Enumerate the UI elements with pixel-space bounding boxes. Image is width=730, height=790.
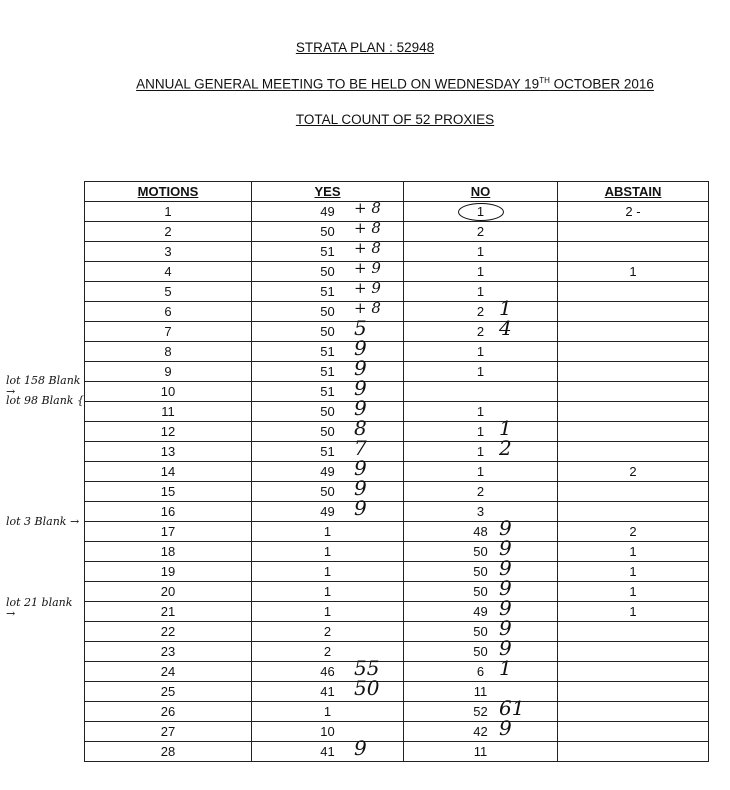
proxy-tally-table bbox=[84, 181, 709, 762]
abstain-count-value: 1 bbox=[629, 544, 637, 559]
abstain-count bbox=[558, 522, 709, 542]
no-count bbox=[404, 462, 558, 482]
table-row bbox=[85, 502, 709, 522]
motion-number bbox=[85, 362, 252, 382]
table-row bbox=[85, 482, 709, 502]
no-count-value: 2 bbox=[476, 484, 485, 499]
table-body bbox=[85, 199, 709, 762]
abstain-count bbox=[558, 362, 709, 382]
handwritten-no-note: 9 bbox=[499, 716, 512, 740]
table-row bbox=[85, 302, 709, 322]
table-row bbox=[85, 362, 709, 382]
handwritten-no-note: 9 bbox=[499, 576, 512, 600]
column-header-motions: MOTIONS bbox=[85, 182, 252, 202]
table-row bbox=[85, 582, 709, 602]
abstain-count bbox=[558, 682, 709, 702]
yes-count-value: 1 bbox=[323, 524, 332, 539]
no-count bbox=[404, 402, 558, 422]
motion-number-value: 10 bbox=[160, 384, 176, 399]
motion-number-value: 2 bbox=[164, 224, 172, 239]
yes-count bbox=[252, 299, 404, 322]
no-count bbox=[404, 382, 558, 402]
motion-number bbox=[85, 522, 252, 542]
abstain-count bbox=[558, 222, 709, 242]
no-count bbox=[404, 656, 558, 682]
no-count-value: 52 bbox=[473, 704, 488, 719]
motion-number bbox=[85, 502, 252, 522]
motion-number bbox=[85, 562, 252, 582]
handwritten-yes-note: 8 bbox=[354, 416, 367, 440]
handwritten-yes-note: 9 bbox=[354, 336, 367, 360]
column-header-no: NO bbox=[404, 182, 558, 202]
no-count bbox=[404, 242, 558, 262]
no-count bbox=[404, 282, 558, 302]
abstain-count-value: 1 bbox=[629, 584, 637, 599]
handwritten-no-note: 1 bbox=[499, 296, 512, 320]
abstain-count bbox=[558, 242, 709, 262]
abstain-count bbox=[558, 302, 709, 322]
table-row bbox=[85, 442, 709, 462]
handwritten-no-note: 9 bbox=[499, 536, 512, 560]
abstain-count bbox=[558, 322, 709, 342]
motion-number bbox=[85, 742, 252, 762]
meeting-title-post: OCTOBER 2016 bbox=[549, 76, 654, 92]
proxy-count-title: TOTAL COUNT OF 52 PROXIES bbox=[295, 112, 495, 127]
motion-number bbox=[85, 422, 252, 442]
motion-number bbox=[85, 682, 252, 702]
no-count bbox=[404, 696, 558, 722]
yes-count-value: 51 bbox=[320, 384, 335, 399]
handwritten-yes-note: 9 bbox=[354, 736, 367, 760]
no-count bbox=[404, 262, 558, 282]
abstain-count-value: 2 - bbox=[625, 204, 641, 219]
motion-number bbox=[85, 462, 252, 482]
yes-count-value: 1 bbox=[323, 704, 332, 719]
yes-count-value: 50 bbox=[320, 484, 335, 499]
column-header-yes: YES bbox=[252, 182, 404, 202]
handwritten-yes-note: 9 bbox=[354, 356, 367, 380]
strata-plan-title: STRATA PLAN : 52948 bbox=[295, 40, 435, 55]
yes-count-value: 51 bbox=[320, 444, 335, 459]
handwritten-no-note: 61 bbox=[499, 696, 525, 720]
yes-count-value: 41 bbox=[320, 744, 335, 759]
abstain-count bbox=[558, 702, 709, 722]
yes-count-value: 51 bbox=[320, 284, 335, 299]
handwritten-yes-note: 9 bbox=[354, 496, 367, 520]
motion-number-value: 7 bbox=[164, 324, 172, 339]
motion-number bbox=[85, 282, 252, 302]
handwritten-margin-note: lot 3 Blank → bbox=[6, 515, 80, 529]
yes-count bbox=[252, 676, 404, 702]
abstain-count bbox=[558, 442, 709, 462]
yes-count bbox=[252, 642, 404, 662]
abstain-count-value: 1 bbox=[629, 604, 637, 619]
handwritten-yes-note: 9 bbox=[354, 456, 367, 480]
no-count bbox=[404, 636, 558, 662]
motion-number-value: 5 bbox=[164, 284, 172, 299]
yes-count bbox=[252, 456, 404, 482]
motion-number bbox=[85, 262, 252, 282]
yes-count bbox=[252, 522, 404, 542]
no-count-value: 50 bbox=[473, 564, 488, 579]
yes-count-value: 46 bbox=[320, 664, 335, 679]
no-count bbox=[404, 536, 558, 562]
yes-count bbox=[252, 622, 404, 642]
table-row bbox=[85, 562, 709, 582]
abstain-count-value: 2 bbox=[629, 464, 637, 479]
handwritten-margin-note: lot 98 Blank { bbox=[6, 394, 84, 407]
abstain-count bbox=[558, 542, 709, 562]
no-count-value: 1 bbox=[476, 464, 485, 479]
motion-number-value: 19 bbox=[160, 564, 176, 579]
no-count-value: 1 bbox=[476, 344, 485, 359]
handwritten-yes-note: 55 bbox=[354, 656, 380, 680]
abstain-count bbox=[558, 562, 709, 582]
handwritten-yes-note: + 8 bbox=[354, 299, 381, 317]
motion-number bbox=[85, 342, 252, 362]
table-row bbox=[85, 262, 709, 282]
abstain-count bbox=[558, 422, 709, 442]
motion-number bbox=[85, 382, 252, 402]
motion-number-value: 11 bbox=[161, 404, 175, 419]
no-count bbox=[404, 742, 558, 762]
abstain-count bbox=[558, 462, 709, 482]
motion-number-value: 20 bbox=[160, 584, 176, 599]
table-row bbox=[85, 742, 709, 762]
motion-number-value: 14 bbox=[160, 464, 176, 479]
meeting-title-pre: ANNUAL GENERAL MEETING TO BE HELD ON WEDNESDAY 19 bbox=[136, 76, 540, 92]
no-count-value: 1 bbox=[476, 404, 485, 419]
yes-count bbox=[252, 722, 404, 742]
motion-number-value: 8 bbox=[164, 344, 172, 359]
motion-number-value: 21 bbox=[160, 604, 176, 619]
no-count-value: 1 bbox=[476, 364, 485, 379]
yes-count-value: 50 bbox=[320, 424, 335, 439]
abstain-count bbox=[558, 402, 709, 422]
no-count-value: 11 bbox=[473, 744, 488, 759]
meeting-title-sup: TH bbox=[539, 76, 550, 85]
handwritten-yes-note: + 8 bbox=[354, 239, 381, 257]
yes-count bbox=[252, 656, 404, 682]
abstain-count bbox=[558, 742, 709, 762]
table-row bbox=[85, 242, 709, 262]
yes-count bbox=[252, 436, 404, 462]
no-count bbox=[404, 316, 558, 342]
table-header-row bbox=[85, 182, 709, 202]
yes-count-value: 1 bbox=[323, 544, 332, 559]
yes-count-value: 2 bbox=[323, 624, 332, 639]
handwritten-margin-note: lot 158 Blank → bbox=[6, 373, 81, 398]
no-count bbox=[404, 596, 558, 622]
handwritten-yes-note: + 9 bbox=[354, 259, 381, 277]
motion-number-value: 13 bbox=[160, 444, 176, 459]
handwritten-margin-note: lot 21 blank → bbox=[6, 596, 73, 620]
no-count bbox=[404, 222, 558, 242]
yes-count bbox=[252, 316, 404, 342]
yes-count bbox=[252, 602, 404, 622]
no-count-value: 1 bbox=[476, 284, 485, 299]
abstain-count-value: 1 bbox=[629, 564, 637, 579]
abstain-count bbox=[558, 722, 709, 742]
no-count bbox=[404, 202, 558, 222]
table-row bbox=[85, 422, 709, 442]
handwritten-no-note: 9 bbox=[499, 616, 512, 640]
motion-number-value: 1 bbox=[164, 204, 172, 219]
motion-number-value: 28 bbox=[160, 744, 176, 759]
handwritten-no-note: 1 bbox=[499, 416, 512, 440]
yes-count-value: 51 bbox=[320, 244, 335, 259]
handwritten-yes-note: 5 bbox=[354, 316, 367, 340]
no-count bbox=[404, 436, 558, 462]
motion-number-value: 17 bbox=[160, 524, 176, 539]
abstain-count-value: 1 bbox=[629, 264, 637, 279]
motion-number-value: 6 bbox=[164, 304, 172, 319]
no-count-value: 1 bbox=[476, 264, 485, 279]
handwritten-yes-note: 9 bbox=[354, 476, 367, 500]
no-count-value: 11 bbox=[473, 684, 488, 699]
table-row bbox=[85, 682, 709, 702]
no-count bbox=[404, 516, 558, 542]
yes-count-value: 1 bbox=[323, 604, 332, 619]
hand-drawn-circle-mark bbox=[458, 203, 504, 221]
handwritten-no-note: 9 bbox=[499, 636, 512, 660]
motion-number bbox=[85, 202, 252, 222]
no-count bbox=[404, 416, 558, 442]
motion-number bbox=[85, 402, 252, 422]
motion-number-value: 27 bbox=[160, 724, 176, 739]
yes-count bbox=[252, 736, 404, 762]
meeting-title bbox=[30, 76, 730, 92]
motion-number bbox=[85, 662, 252, 682]
motion-number bbox=[85, 582, 252, 602]
no-count-value: 48 bbox=[473, 524, 488, 539]
table-row bbox=[85, 662, 709, 682]
abstain-count bbox=[558, 202, 709, 222]
handwritten-yes-note: + 8 bbox=[354, 219, 381, 237]
no-count bbox=[404, 556, 558, 582]
handwritten-no-note: 9 bbox=[499, 596, 512, 620]
yes-count bbox=[252, 396, 404, 422]
handwritten-yes-note: 7 bbox=[354, 436, 367, 460]
abstain-count bbox=[558, 502, 709, 522]
yes-count-value: 2 bbox=[323, 644, 332, 659]
handwritten-no-note: 1 bbox=[499, 656, 512, 680]
no-count-value: 2 bbox=[476, 224, 485, 239]
handwritten-yes-note: 9 bbox=[354, 396, 367, 420]
motion-number bbox=[85, 242, 252, 262]
table-row bbox=[85, 402, 709, 422]
no-count-value: 1 bbox=[476, 244, 485, 259]
no-count bbox=[404, 576, 558, 602]
motion-number bbox=[85, 302, 252, 322]
motion-number-value: 3 bbox=[164, 244, 172, 259]
motion-number-value: 4 bbox=[164, 264, 172, 279]
handwritten-yes-note: + 8 bbox=[354, 199, 381, 217]
no-count-value: 3 bbox=[476, 504, 485, 519]
motion-number bbox=[85, 442, 252, 462]
yes-count-value: 1 bbox=[323, 584, 332, 599]
handwritten-yes-note: 50 bbox=[354, 676, 380, 700]
handwritten-yes-note: 9 bbox=[354, 376, 367, 400]
motion-number-value: 9 bbox=[164, 364, 172, 379]
yes-count-value: 51 bbox=[320, 364, 335, 379]
yes-count-value: 51 bbox=[320, 344, 335, 359]
yes-count bbox=[252, 582, 404, 602]
motion-number bbox=[85, 482, 252, 502]
no-count bbox=[404, 682, 558, 702]
abstain-count bbox=[558, 582, 709, 602]
table-row bbox=[85, 522, 709, 542]
no-count-value: 42 bbox=[473, 724, 488, 739]
motion-number-value: 22 bbox=[160, 624, 176, 639]
yes-count-value: 1 bbox=[323, 564, 332, 579]
yes-count bbox=[252, 376, 404, 402]
motion-number bbox=[85, 702, 252, 722]
table-row bbox=[85, 602, 709, 622]
abstain-count bbox=[558, 262, 709, 282]
yes-count-value: 49 bbox=[320, 504, 335, 519]
motion-number bbox=[85, 322, 252, 342]
yes-count-value: 41 bbox=[320, 684, 335, 699]
abstain-count bbox=[558, 482, 709, 502]
abstain-count bbox=[558, 642, 709, 662]
motion-number-value: 24 bbox=[160, 664, 176, 679]
motion-number bbox=[85, 222, 252, 242]
table-row bbox=[85, 722, 709, 742]
yes-count bbox=[252, 336, 404, 362]
no-count-value: 1 bbox=[476, 444, 485, 459]
no-count-value: 49 bbox=[473, 604, 488, 619]
table-row bbox=[85, 462, 709, 482]
no-count-value: 1 bbox=[476, 204, 485, 219]
table-row bbox=[85, 382, 709, 402]
table-row bbox=[85, 222, 709, 242]
handwritten-no-note: 9 bbox=[499, 556, 512, 580]
motion-number bbox=[85, 622, 252, 642]
yes-count bbox=[252, 416, 404, 442]
yes-count-value: 50 bbox=[320, 404, 335, 419]
no-count-value: 50 bbox=[473, 644, 488, 659]
handwritten-no-note: 4 bbox=[499, 316, 512, 340]
no-count-value: 50 bbox=[473, 624, 488, 639]
column-header-abstain: ABSTAIN bbox=[558, 182, 709, 202]
table-row bbox=[85, 542, 709, 562]
yes-count-value: 50 bbox=[320, 224, 335, 239]
table-row bbox=[85, 622, 709, 642]
table-row bbox=[85, 642, 709, 662]
yes-count bbox=[252, 476, 404, 502]
motion-number bbox=[85, 722, 252, 742]
abstain-count bbox=[558, 662, 709, 682]
motion-number-value: 16 bbox=[160, 504, 176, 519]
yes-count bbox=[252, 496, 404, 522]
no-count-value: 50 bbox=[473, 544, 488, 559]
no-count bbox=[404, 296, 558, 322]
no-count-value: 2 bbox=[476, 304, 485, 319]
no-count bbox=[404, 616, 558, 642]
no-count bbox=[404, 482, 558, 502]
table-row bbox=[85, 282, 709, 302]
table-row bbox=[85, 342, 709, 362]
motion-number bbox=[85, 542, 252, 562]
yes-count-value: 50 bbox=[320, 264, 335, 279]
yes-count-value: 10 bbox=[320, 724, 335, 739]
no-count-value: 6 bbox=[476, 664, 485, 679]
yes-count bbox=[252, 702, 404, 722]
motion-number-value: 25 bbox=[160, 684, 176, 699]
yes-count-value: 49 bbox=[320, 204, 335, 219]
yes-count bbox=[252, 356, 404, 382]
abstain-count bbox=[558, 602, 709, 622]
no-count bbox=[404, 716, 558, 742]
table-row bbox=[85, 202, 709, 222]
abstain-count bbox=[558, 342, 709, 362]
yes-count-value: 49 bbox=[320, 464, 335, 479]
motion-number-value: 26 bbox=[160, 704, 176, 719]
motion-number-value: 15 bbox=[160, 484, 176, 499]
no-count bbox=[404, 502, 558, 522]
table-row bbox=[85, 702, 709, 722]
handwritten-yes-note: + 9 bbox=[354, 279, 381, 297]
motion-number bbox=[85, 642, 252, 662]
motion-number-value: 12 bbox=[160, 424, 176, 439]
abstain-count-value: 2 bbox=[629, 524, 637, 539]
abstain-count bbox=[558, 622, 709, 642]
yes-count-value: 50 bbox=[320, 304, 335, 319]
abstain-count bbox=[558, 282, 709, 302]
no-count-value: 50 bbox=[473, 584, 488, 599]
yes-count-value: 50 bbox=[320, 324, 335, 339]
handwritten-no-note: 2 bbox=[499, 436, 512, 460]
table-row bbox=[85, 322, 709, 342]
yes-count bbox=[252, 562, 404, 582]
motion-number bbox=[85, 602, 252, 622]
no-count bbox=[404, 362, 558, 382]
motion-number-value: 18 bbox=[160, 544, 176, 559]
motion-number-value: 23 bbox=[160, 644, 176, 659]
no-count bbox=[404, 342, 558, 362]
abstain-count bbox=[558, 382, 709, 402]
yes-count bbox=[252, 542, 404, 562]
handwritten-no-note: 9 bbox=[499, 516, 512, 540]
no-count-value: 1 bbox=[476, 424, 485, 439]
no-count-value: 2 bbox=[476, 324, 485, 339]
